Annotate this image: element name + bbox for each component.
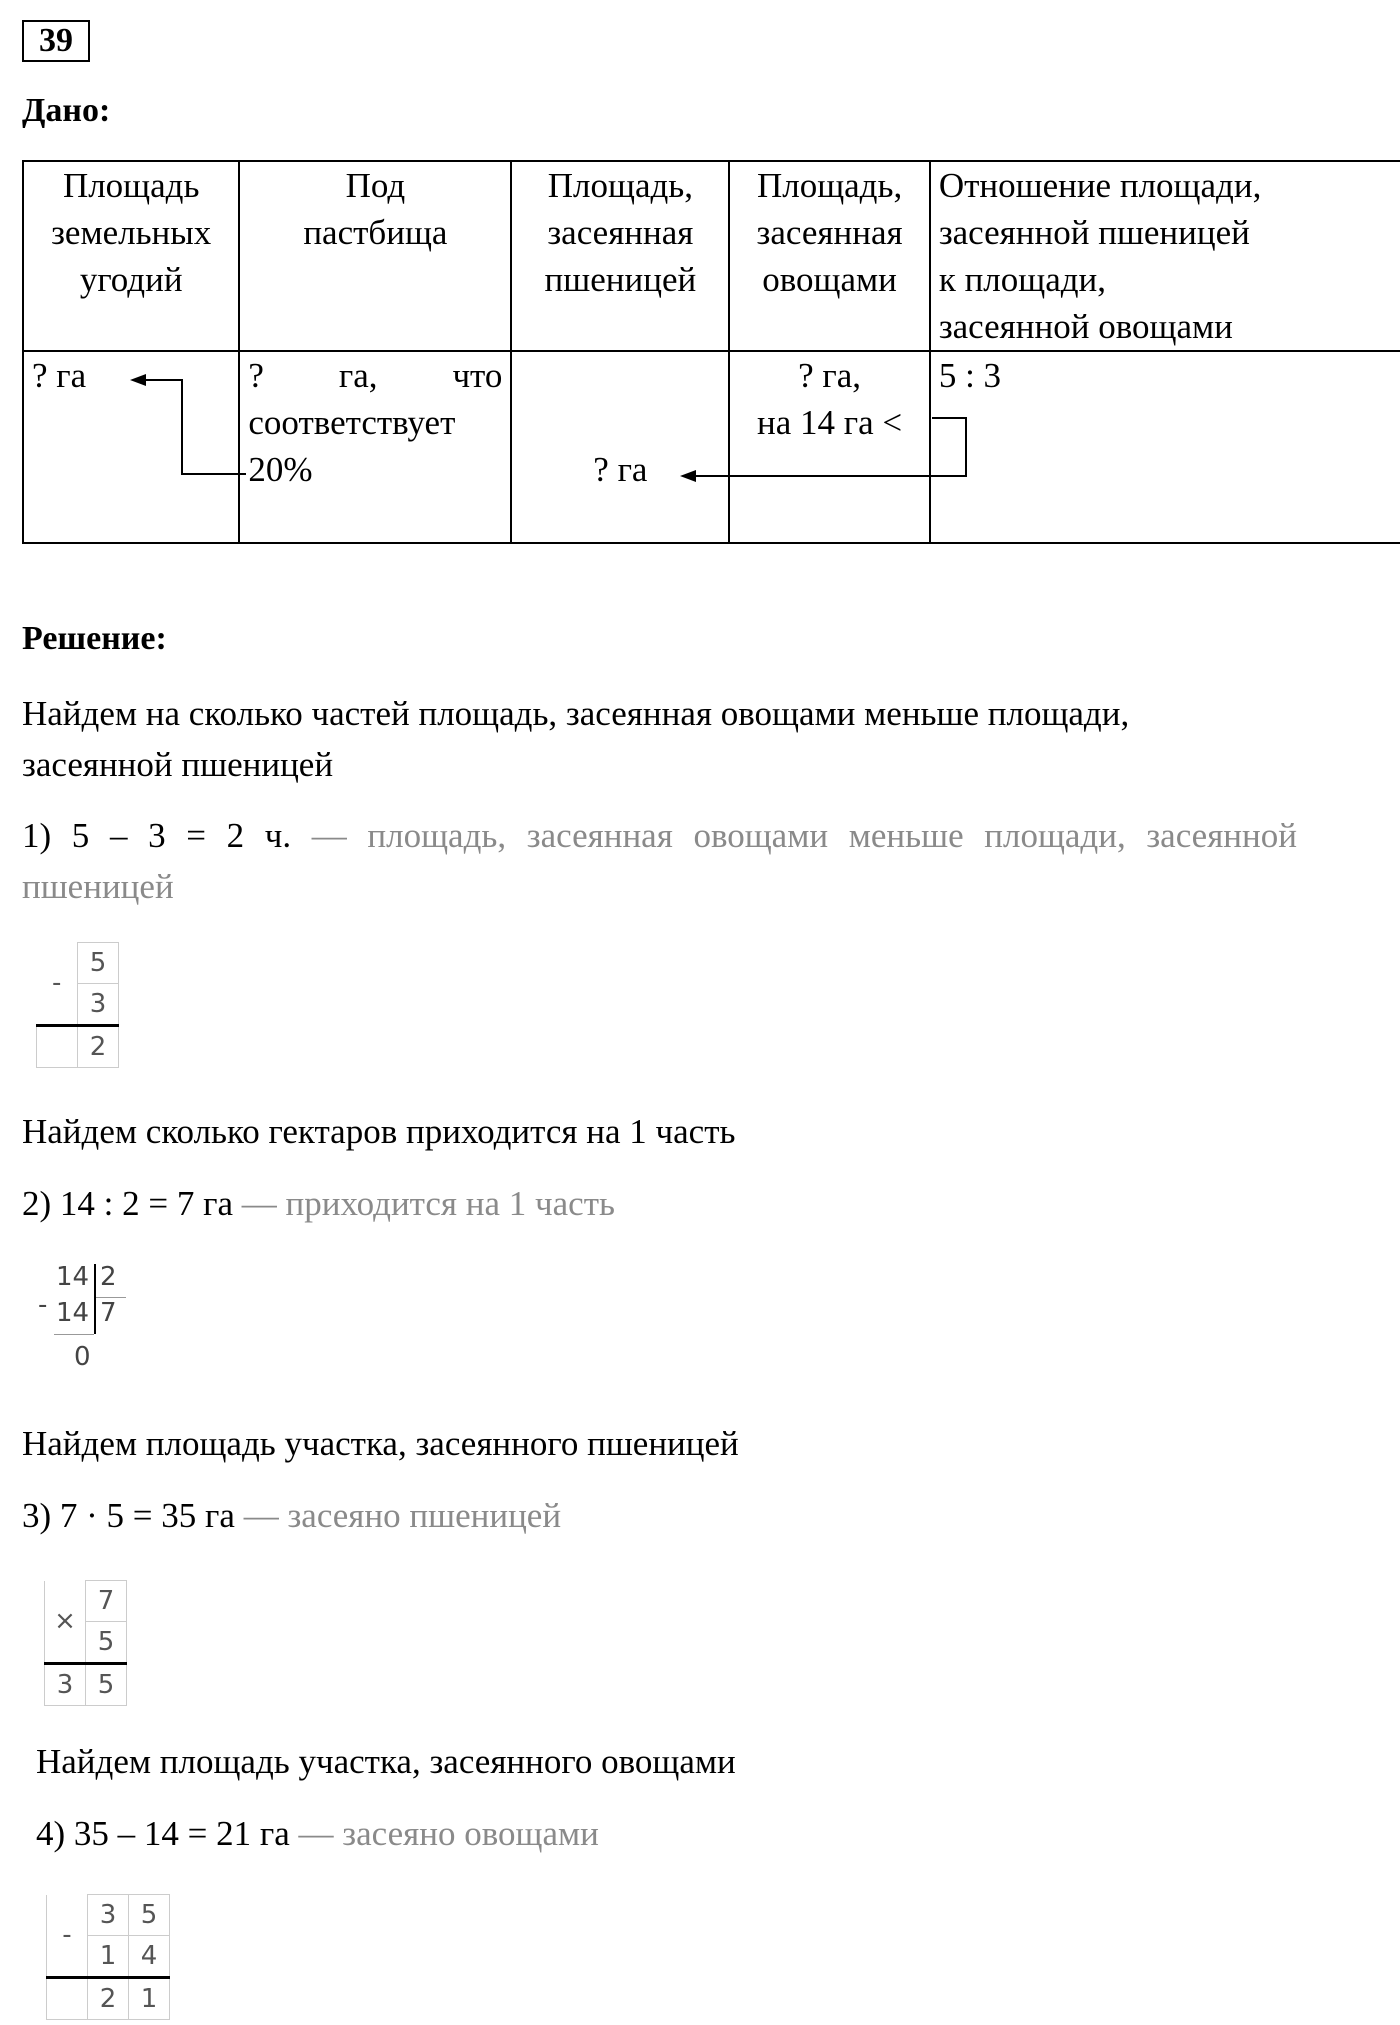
step2-expression: 2) 14 : 2 = 7 га	[22, 1184, 234, 1223]
step4-comment: — засеяно овощами	[298, 1814, 599, 1853]
calc2-dividend: 14	[56, 1262, 90, 1292]
calc4-grid	[46, 1894, 170, 2020]
solution-heading: Решение:	[22, 620, 167, 657]
calc1-b: 3	[78, 984, 119, 1026]
calc1-grid	[36, 942, 119, 1068]
calc4-operator: -	[47, 1895, 88, 1978]
header-wheat: Площадь, засеянная пшеницей	[511, 161, 729, 351]
calc4-b1: 1	[88, 1936, 129, 1978]
calc1-a: 5	[78, 943, 119, 984]
step2-line	[22, 1184, 615, 1224]
calc3-a: 7	[86, 1581, 127, 1622]
step4-intro: Найдем площадь участка, засеянного овощами	[36, 1742, 736, 1781]
calc2-divisor: 2	[100, 1262, 117, 1292]
calc3-result-ones: 5	[86, 1664, 127, 1706]
calc2-remainder: 0	[74, 1342, 91, 1372]
arrow-vegetables-to-wheat	[688, 418, 966, 476]
arrow-pasture-to-land	[138, 380, 246, 474]
header-land: Площадь земельных угодий	[23, 161, 239, 351]
step1-intro: Найдем на сколько частей площадь, засеянная овощами меньше площади, засеянной пшеницей	[22, 694, 1130, 784]
calc4-r1: 2	[88, 1978, 129, 2020]
header-pasture: Под пастбища	[239, 161, 511, 351]
step2-intro: Найдем сколько гектаров приходится на 1 часть	[22, 1112, 736, 1151]
header-vegetables: Площадь, засеянная овощами	[729, 161, 929, 351]
calc4-a2: 5	[129, 1895, 170, 1936]
calc2-division	[38, 1262, 128, 1372]
calc4-b2: 4	[129, 1936, 170, 1978]
cell-land: ? га	[23, 351, 239, 543]
step4-line	[36, 1814, 599, 1854]
step3-comment: — засеяно пшеницей	[243, 1496, 562, 1535]
cell-wheat: ? га	[511, 351, 729, 543]
arrow-head-land	[130, 374, 146, 386]
problem-number: 39	[22, 20, 90, 62]
calc3-result-tens: 3	[45, 1664, 86, 1706]
step2-comment: — приходится на 1 часть	[241, 1184, 615, 1223]
header-ratio: Отношение площади, засеянной пшеницей к площади, засеянной овощами	[930, 161, 1400, 351]
calc2-operator: -	[38, 1290, 48, 1320]
cell-pasture: ? га, что соответствует 20%	[239, 351, 511, 543]
calc3-grid	[44, 1580, 127, 1706]
cell-ratio: 5 : 3	[930, 351, 1400, 543]
step3-expression: 3) 7 · 5 = 35 га	[22, 1496, 235, 1535]
cell-vegetables: ? га, на 14 га <	[729, 351, 929, 543]
calc2-vertical-line	[94, 1264, 96, 1334]
step3-intro: Найдем площадь участка, засеянного пшеницей	[22, 1424, 739, 1463]
calc1-operator: -	[52, 968, 62, 999]
calc2-sub-line	[54, 1334, 94, 1335]
calc2-subtrahend: 14	[56, 1298, 90, 1328]
calc3-b: 5	[86, 1622, 127, 1664]
step1-expression: 1) 5 – 3 = 2 ч.	[22, 816, 292, 855]
step1-line	[22, 810, 1297, 912]
arrow-head-wheat	[680, 470, 696, 482]
calc2-quotient: 7	[100, 1298, 117, 1328]
step3-line	[22, 1496, 561, 1536]
calc3-operator: ×	[45, 1581, 86, 1664]
calc1-result: 2	[78, 1026, 119, 1068]
calc2-divisor-line	[96, 1297, 126, 1298]
calc4-r2: 1	[129, 1978, 170, 2020]
calc4-a1: 3	[88, 1895, 129, 1936]
step1-comment: — площадь, засеянная овощами меньше площади, засеянной пшеницей	[22, 816, 1298, 906]
relation-arrows	[0, 0, 1400, 560]
given-heading: Дано:	[22, 92, 111, 129]
step4-expression: 4) 35 – 14 = 21 га	[36, 1814, 290, 1853]
